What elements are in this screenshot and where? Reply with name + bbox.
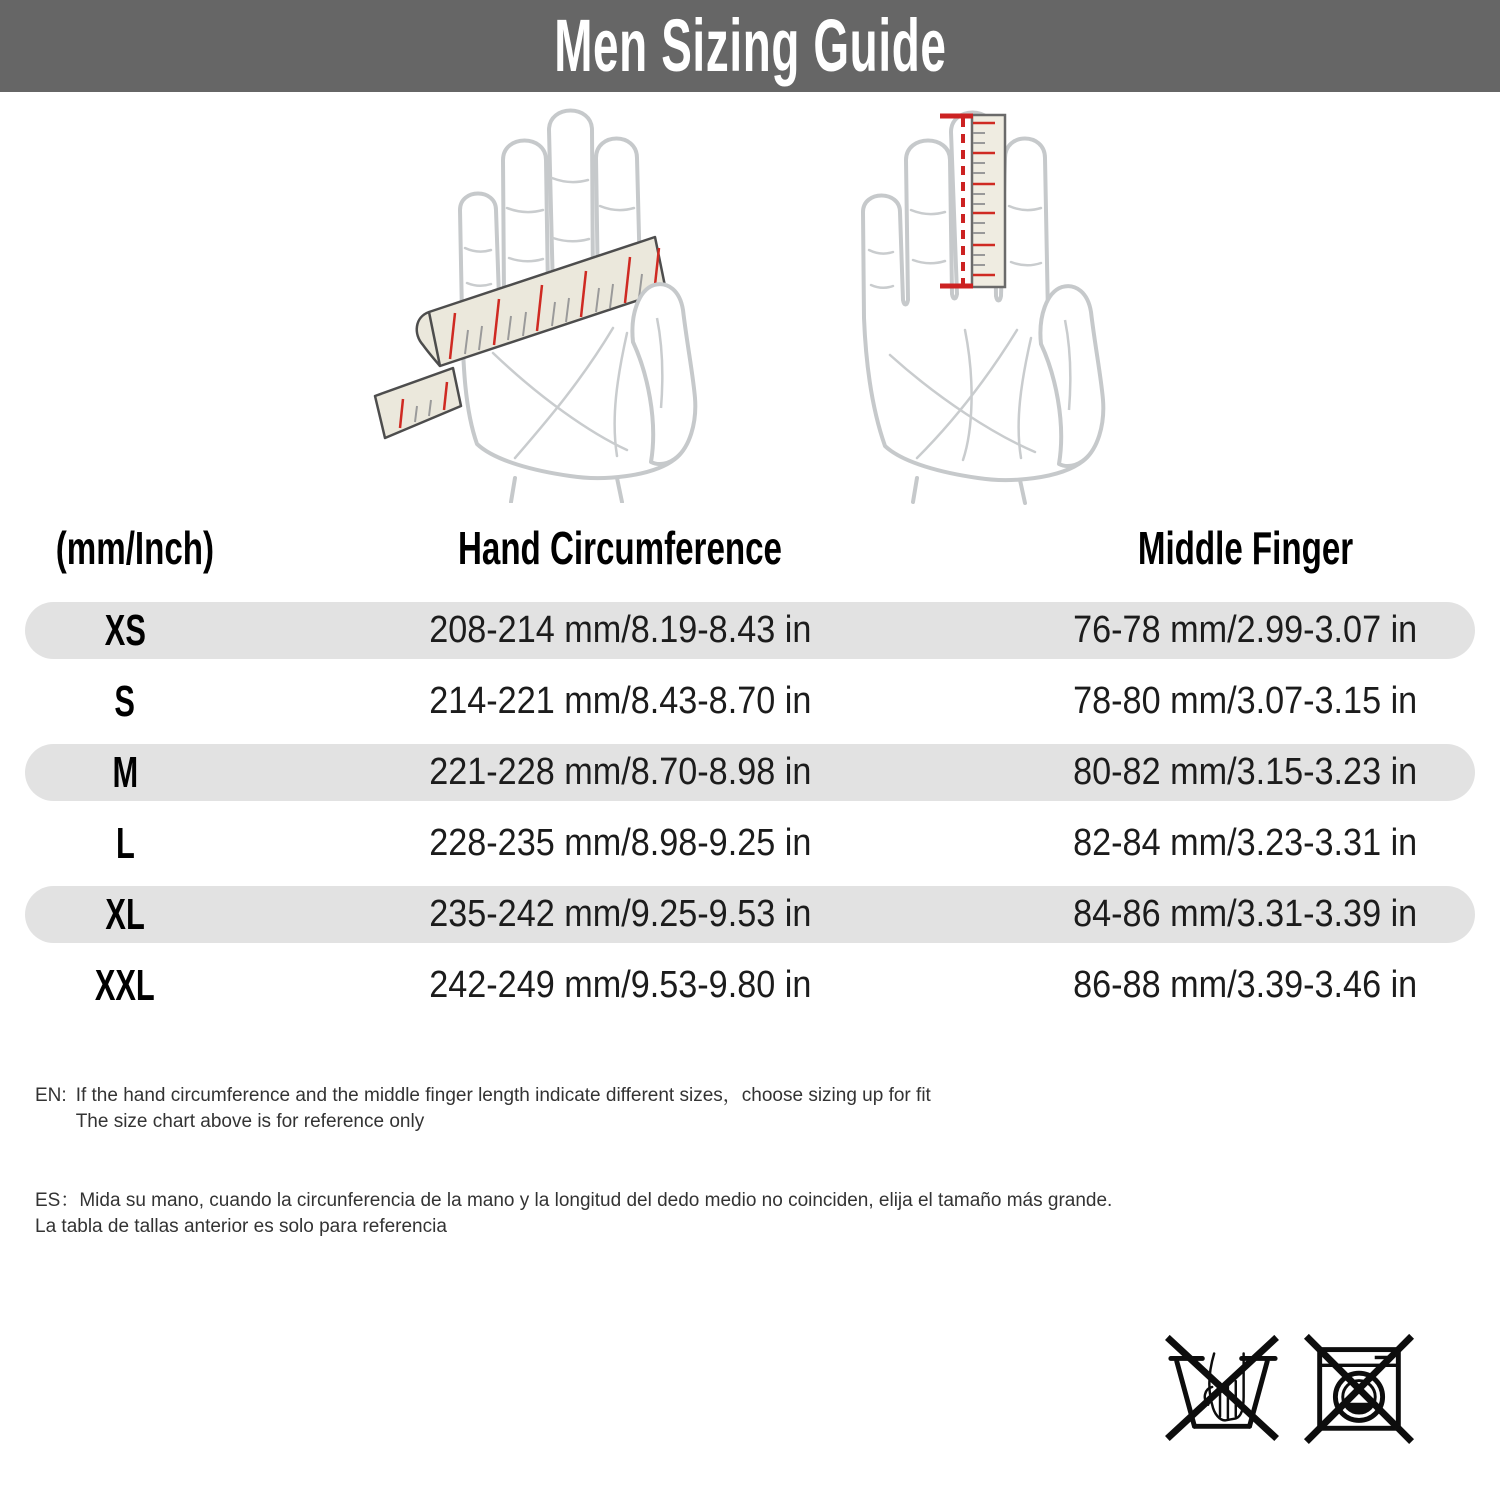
column-header-middle-finger: Middle Finger bbox=[1137, 521, 1353, 574]
note-spanish-line1: ES：Mida su mano, cuando la circunferencia de la mano y la longitud del dedo medio no coinciden, elija el tamaño más grande. bbox=[35, 1190, 1113, 1211]
hand-circumference-value: 221-228 mm/8.70-8.98 in bbox=[428, 751, 812, 793]
size-label: XXL bbox=[95, 960, 155, 1010]
size-label: L bbox=[115, 818, 135, 868]
middle-finger-value: 86-88 mm/3.39-3.46 in bbox=[1072, 964, 1418, 1006]
hand-circumference-value: 208-214 mm/8.19-8.43 in bbox=[428, 609, 812, 651]
size-label: M bbox=[112, 747, 138, 797]
ruler bbox=[972, 115, 1005, 287]
note-spanish-label: ES： bbox=[35, 1190, 80, 1211]
middle-finger-value: 78-80 mm/3.07-3.15 in bbox=[1072, 680, 1418, 722]
note-english bbox=[35, 1083, 931, 1135]
column-header-units: (mm/Inch) bbox=[55, 521, 215, 574]
no-hand-wash-icon bbox=[1163, 1326, 1281, 1444]
table-row-xl bbox=[25, 879, 1475, 950]
note-english-line1: If the hand circumference and the middle finger length indicate different sizes，choose sizing up for fit bbox=[75, 1085, 931, 1106]
page-title: Men Sizing Guide bbox=[553, 4, 947, 87]
middle-finger-value: 80-82 mm/3.15-3.23 in bbox=[1072, 751, 1418, 793]
size-label: S bbox=[114, 676, 136, 726]
hand-circumference-value: 214-221 mm/8.43-8.70 in bbox=[428, 680, 812, 722]
hand-finger-ruler-illustration bbox=[845, 100, 1145, 505]
note-english-line2: The size chart above is for reference only bbox=[75, 1111, 425, 1132]
table-row-xs bbox=[25, 595, 1475, 666]
table-row-m bbox=[25, 737, 1475, 808]
middle-finger-value: 84-86 mm/3.31-3.39 in bbox=[1072, 893, 1418, 935]
note-spanish bbox=[35, 1188, 1112, 1240]
table-row-xxl bbox=[25, 950, 1475, 1021]
note-spanish-line2: La tabla de tallas anterior es solo para referencia bbox=[35, 1216, 447, 1237]
note-english-label: EN: bbox=[35, 1085, 67, 1106]
size-label: XL bbox=[105, 889, 145, 939]
no-machine-wash-icon bbox=[1300, 1326, 1418, 1444]
table-row-l bbox=[25, 808, 1475, 879]
hand-circumference-value: 228-235 mm/8.98-9.25 in bbox=[428, 822, 812, 864]
hand-measuring-tape-illustration bbox=[365, 98, 720, 503]
size-label: XS bbox=[104, 605, 146, 655]
title-bar bbox=[0, 0, 1500, 92]
column-header-hand-circumference: Hand Circumference bbox=[458, 521, 782, 574]
table-header-row bbox=[25, 500, 1475, 595]
middle-finger-value: 76-78 mm/2.99-3.07 in bbox=[1072, 609, 1418, 651]
hand-circumference-value: 242-249 mm/9.53-9.80 in bbox=[428, 964, 812, 1006]
middle-finger-value: 82-84 mm/3.23-3.31 in bbox=[1072, 822, 1418, 864]
cross-out bbox=[1309, 1339, 1409, 1439]
size-table bbox=[25, 595, 1475, 1021]
hand-circumference-value: 235-242 mm/9.25-9.53 in bbox=[428, 893, 812, 935]
table-row-s bbox=[25, 666, 1475, 737]
